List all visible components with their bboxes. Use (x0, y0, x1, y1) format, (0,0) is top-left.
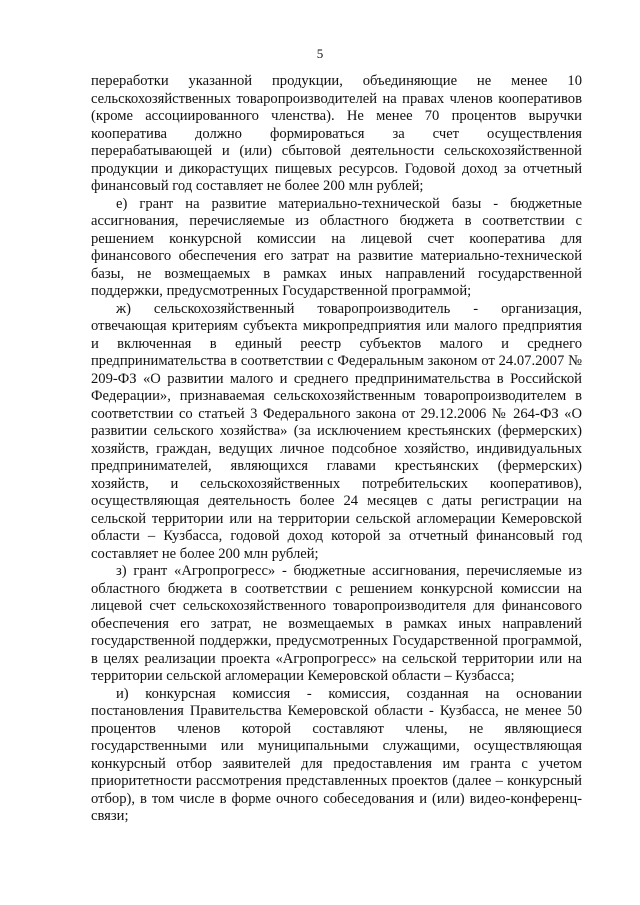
paragraph-e-grant-material-base: е) грант на развитие материально-технической базы - бюджетные ассигнования, перечисляемые из областного бюджета в соответствии с решением конкурсной комиссии на лицевой счет кооператива для финансового обеспечения его затрат на развитие материально-технической базы, не возмещаемых в рамках иных направлений государственной поддержки, предусмотренных Государственной программой; (91, 195, 582, 299)
document-body (91, 73, 582, 826)
page-number: 5 (316, 46, 324, 61)
paragraph-z-grant-agroprogress: з) грант «Агропрогресс» - бюджетные ассигнования, перечисляемые из областного бюджета в соответствии с решением конкурсной комиссии на лицевой счет сельскохозяйственного товаропроизводителя для финансового обеспечения его затрат, не возмещаемых в рамках иных направлений государственной поддержки, предусмотренных Государственной программой, в целях реализации проекта «Агропрогресс» на сельской территории или на территории сельской агломерации Кемеровской области – Кузбасса; (91, 563, 582, 684)
paragraph-zh-agricultural-producer: ж) сельскохозяйственный товаропроизводитель - организация, отвечающая критериям субъекта микропредприятия или малого предприятия и включенная в единый реестр субъектов малого и среднего предпринимательства в соответствии с Федеральным законом от 24.07.2007 № 209-ФЗ «О развитии малого и среднего предпринимательства в Российской Федерации», признаваемая сельскохозяйственным товаропроизводителем в соответствии со статьей 3 Федерального закона от 29.12.2006 № 264-ФЗ «О развитии сельского хозяйства» (за исключением крестьянских (фермерских) хозяйств, граждан, ведущих личное подсобное хозяйство, индивидуальных предпринимателей, являющихся главами крестьянских (фермерских) хозяйств, и сельскохозяйственных потребительских кооперативов), осуществляющая деятельность более 24 месяцев с даты регистрации на сельской территории или на территории сельской агломерации Кемеровской области – Кузбасса, годовой доход которой за отчетный финансовый год составляет не более 200 млн рублей; (91, 300, 582, 562)
paragraph-i-competition-commission: и) конкурсная комиссия - комиссия, созданная на основании постановления Правительства Кемеровской области - Кузбасса, не менее 50 процентов членов которой составляют члены, не являющиеся государственными или муниципальными служащими, осуществляющая конкурсный отбор заявителей для предоставления им гранта с учетом приоритетности рассмотрения представленных проектов (далее – конкурсный отбор), в том числе в форме очного собеседования и (или) видео-конференц-связи; (91, 685, 582, 824)
paragraph-continuation: переработки указанной продукции, объединяющие не менее 10 сельскохозяйственных товаропроизводителей на правах членов кооперативов (кроме ассоциированного членства). Не менее 70 процентов выручки кооператива должно формироваться за счет осуществления перерабатывающей и (или) сбытовой деятельности сельскохозяйственной продукции и дикорастущих пищевых ресурсов. Годовой доход за отчетный финансовый год составляет не более 200 млн рублей; (91, 73, 582, 194)
